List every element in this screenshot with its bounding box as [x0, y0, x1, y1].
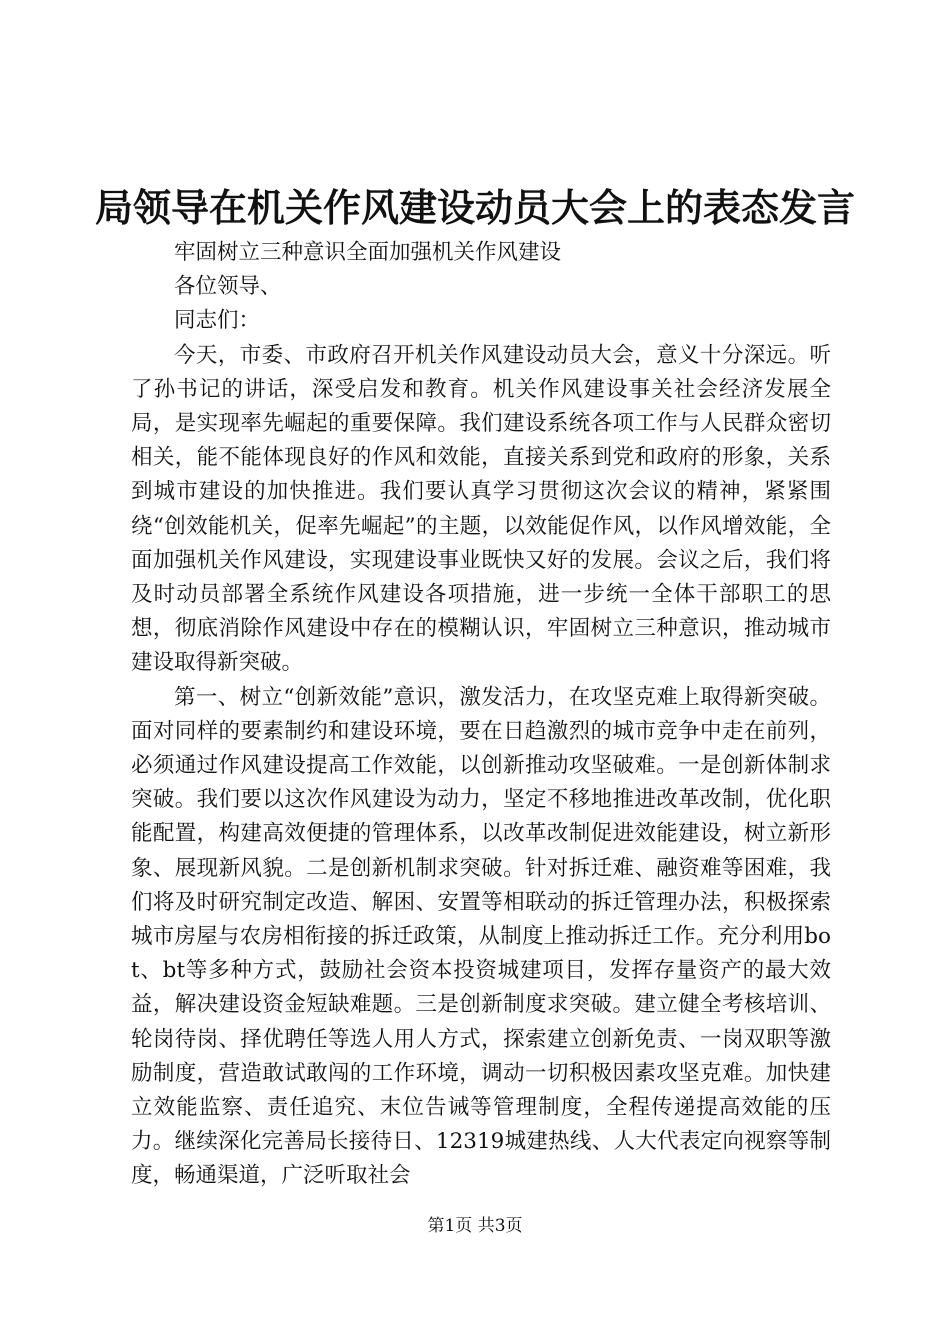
subtitle-paragraph: 牢固树立三种意识全面加强机关作风建设: [174, 240, 562, 265]
salutation-comrades: 同志们：: [174, 308, 261, 334]
page-number-footer: 第1页 共3页: [427, 1216, 523, 1236]
salutation-leaders: 各位领导、: [174, 274, 282, 300]
body-paragraph-first-point: 第一、树立“创新效能”意识，激发活力，在攻坚克难上取得新突破。面对同样的要素制约和建设环境，要在日趋激烈的城市竞争中走在前列，必须通过作风建设提高工作效能，以创新推动攻坚破难。一是创新体制求突破。我们要以这次作风建设为动力，坚定不移地推进改革改制，优化职能配置，构建高效便捷的管理体系，以改革改制促进效能建设，树立新形象、展现新风貌。二是创新机制求突破。针对拆迁难、融资难等困难，我们将及时研究制定改造、解困、安置等相联动的拆迁管理办法，积极探索城市房屋与农房相衔接的拆迁政策，从制度上推动拆迁工作。充分利用bot、bt等多种方式，鼓励社会资本投资城建项目，发挥存量资产的最大效益，解决建设资金短缺难题。三是创新制度求突破。建立健全考核培训、轮岗待岗、择优聘任等选人用人方式，探索建立创新免责、一岗双职等激励制度，营造敢试敢闯的工作环境，调动一切积极因素攻坚克难。加快建立效能监察、责任追究、末位告诫等管理制度，全程传递提高效能的压力。继续深化完善局长接待日、12319城建热线、人大代表定向视察等制度，畅通渠道，广泛听取社会: [131, 684, 831, 1189]
body-paragraph-intro: 今天，市委、市政府召开机关作风建设动员大会，意义十分深远。听了孙书记的讲话，深受启发和教育。机关作风建设事关社会经济发展全局，是实现率先崛起的重要保障。我们建设系统各项工作与人民群众密切相关，能不能体现良好的作风和效能，直接关系到党和政府的形象，关系到城市建设的加快推进。我们要认真学习贯彻这次会议的精神，紧紧围绕“创效能机关，促率先崛起”的主题，以效能促作风，以作风增效能，全面加强机关作风建设，实现建设事业既快又好的发展。会议之后，我们将及时动员部署全系统作风建设各项措施，进一步统一全体干部职工的思想，彻底消除作风建设中存在的模糊认识，牢固树立三种意识，推动城市建设取得新突破。: [131, 342, 831, 676]
document-title: 局领导在机关作风建设动员大会上的表态发言: [94, 186, 855, 230]
document-body: [131, 236, 831, 1194]
